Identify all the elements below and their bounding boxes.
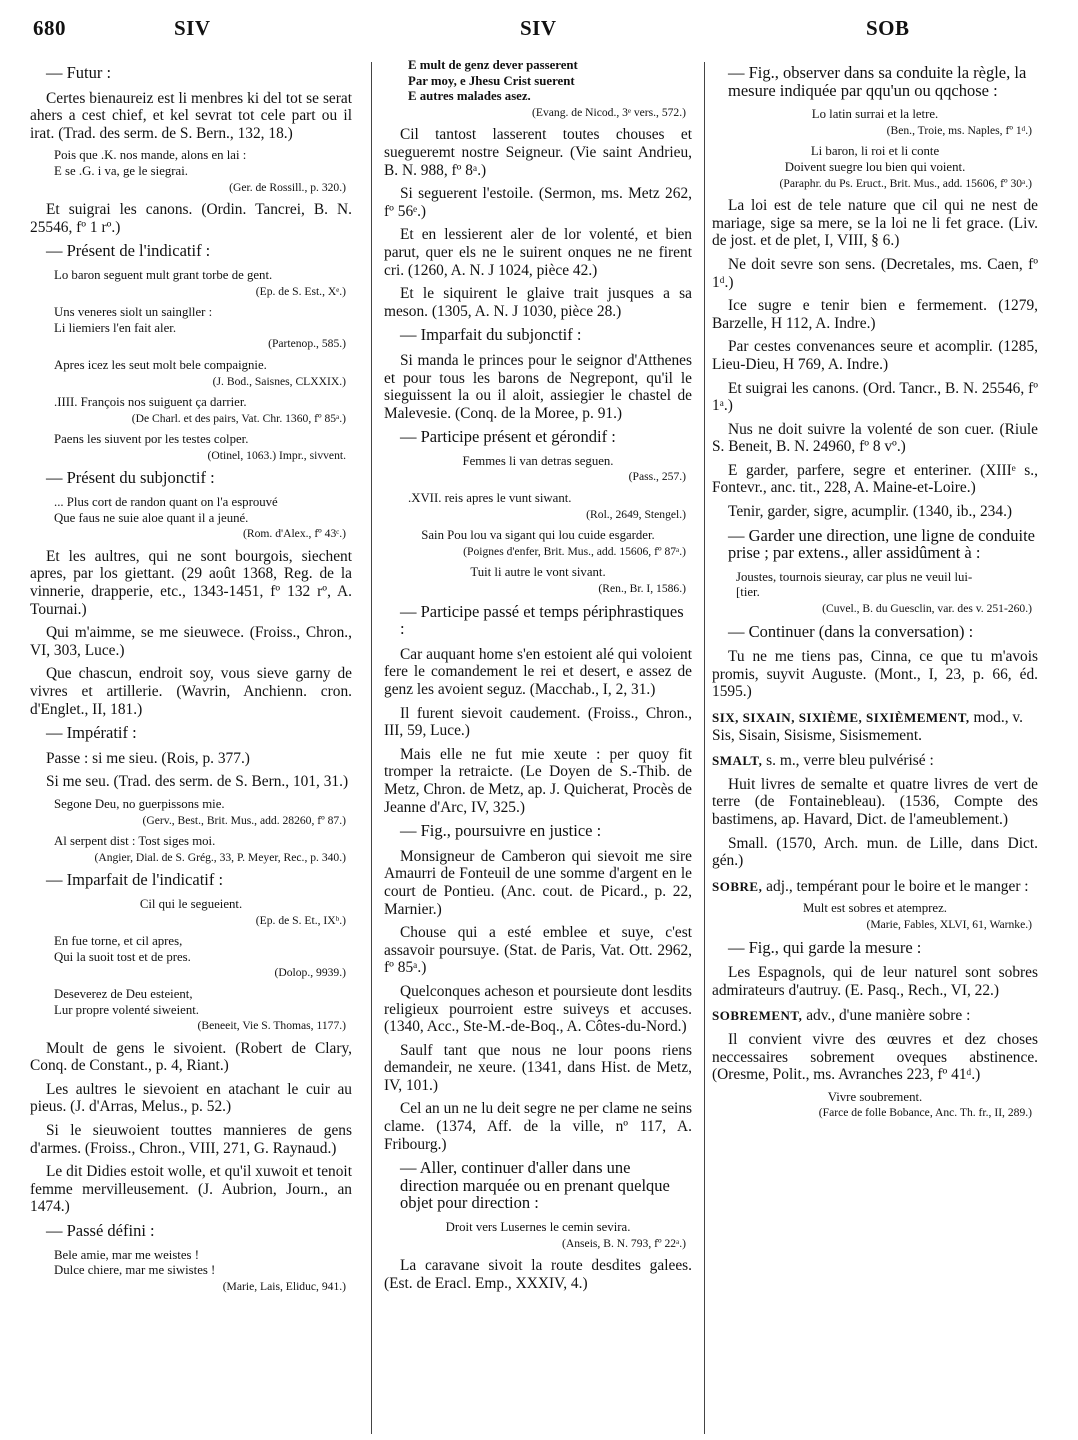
dictionary-entry — [712, 1007, 1038, 1025]
verse-line: En fue torne, et cil apres, — [54, 934, 183, 949]
verse-line: Mult est sobres et atemprez. — [803, 901, 947, 916]
verse-quotation — [30, 268, 352, 299]
verse-line: Qui la suoit tost et de pres. — [54, 949, 191, 964]
verse-line: [tier. — [736, 585, 760, 600]
quotation-source: (J. Bod., Saisnes, CLXXIX.) — [212, 374, 346, 388]
verse-quotation — [30, 987, 352, 1034]
citation-paragraph: Si seguerent l'estoile. (Sermon, ms. Metz 262, fº 56ᵉ.) — [384, 185, 692, 220]
section-heading: — Continuer (dans la conversation) : — [728, 621, 974, 641]
verse-line: Femmes li van detras seguen. — [462, 453, 614, 468]
citation-paragraph: Il convient vivre des œuvres et dez choses neccessaires sobrement oveques abstinence. (Oresme, Polit., ms. Avranches 223, fº 41ᵈ.) — [712, 1030, 1038, 1084]
citation-paragraph: La loi est de tele nature que cil qui ne nest de mariage, sige sa mere, se la loi ne li fet grace. (Liv. de jost. et de plet, I, VIII, § 6.) — [712, 197, 1038, 250]
verse-line: Doivent suegre lou bien qui voient. — [784, 159, 966, 174]
verse-line: Li liemiers l'en fait aler. — [54, 320, 177, 335]
section-heading: — Imparfait de l'indicatif : — [46, 870, 224, 890]
quotation-source: (Ger. de Rossill., p. 320.) — [229, 180, 346, 194]
citation-paragraph: Que chascun, endroit soy, vous sieve garny de vivres et artillerie. (Wavrin, Anchienn. cron. d'Englet., II, 181.) — [30, 665, 352, 718]
quotation-source: (De Charl. et des pairs, Vat. Chr. 1360, fº 85ᵃ.) — [131, 411, 346, 425]
citation-paragraph: Et suigrai les canons. (Ordin. Tancrei, B. N. 25546, fº 1 rº.) — [30, 201, 352, 236]
citation-paragraph: Ne doit sevre son sens. (Decretales, ms. Caen, fº 1ᵈ.) — [712, 255, 1038, 291]
verse-quotation — [712, 570, 1038, 617]
quotation-source: (Pass., 257.) — [628, 470, 686, 484]
verse-line: E mult de genz dever passerent — [408, 58, 578, 72]
entry-definition: adv., d'une manière sobre : — [802, 1007, 971, 1025]
citation-paragraph: Tu ne me tiens pas, Cinna, ce que tu m'avois promis, suyvit Auguste. (Mont., I, 23, p. 66, éd. 1595.) — [712, 648, 1038, 701]
section-heading: — Fig., qui garde la mesure : — [728, 937, 922, 957]
quotation-source: (Cuvel., B. du Guesclin, var. des v. 251-260.) — [822, 602, 1032, 616]
citation-paragraph: Car auquant home s'en estoient alé qui voloient fere le comandement le rei et desert, e assez de genz les avoient seguz. (Macchab., I, 2, 31.) — [384, 645, 692, 698]
verse-line: Dulce chiere, mar me siwistes ! — [54, 1263, 216, 1278]
quotation-source: (Evang. de Nicod., 3ᵉ vers., 572.) — [532, 105, 686, 119]
citation-paragraph: Qui m'aimme, se me sieuwece. (Froiss., Chron., VI, 303, Luce.) — [30, 624, 352, 659]
quotation-source: (Ep. de S. Et., IXᵇ.) — [255, 913, 346, 927]
verse-line: Que faus ne suie aloe quant il a jeuné. — [54, 510, 249, 525]
entry-definition: mod., v. Sis, Sisain, Sisisme, Sisismement. — [712, 709, 1023, 744]
citation-paragraph: Cil tantost lasserent toutes chouses et suegueremt nostre Seigneur. (Vie saint Andrieu, B. N. 988, fº 8ᵃ.) — [384, 126, 692, 179]
column-middle — [384, 58, 692, 1298]
running-header — [0, 16, 1078, 56]
quotation-source: (Beneeit, Vie S. Thomas, 1177.) — [197, 1019, 346, 1033]
quotation-source: (Otinel, 1063.) Impr., sivvent. — [207, 448, 346, 462]
verse-quotation — [30, 934, 352, 981]
verse-quotation — [712, 901, 1038, 932]
citation-paragraph: Tenir, garder, sigre, acumplir. (1340, ib., 234.) — [728, 503, 1013, 521]
column-left — [30, 58, 352, 1300]
entry-headword: SMALT, — [712, 753, 763, 769]
verse-line: Apres icez les seut molt bele compaignie. — [54, 357, 267, 372]
verse-line: .XVII. reis apres le vunt siwant. — [408, 491, 572, 506]
verse-quotation — [30, 834, 352, 865]
entry-definition: adj., tempérant pour le boire et le manger : — [762, 877, 1029, 895]
citation-paragraph: Il furent sievoit caudement. (Froiss., Chron., III, 59, Luce.) — [384, 704, 692, 740]
quotation-source: (Rom. d'Alex., fº 43ᶜ.) — [243, 527, 346, 541]
verse-line: Al serpent dist : Tost siges moi. — [54, 834, 216, 849]
verse-quotation — [384, 454, 692, 485]
citation-paragraph: Huit livres de semalte et quatre livres de vert de terre (de Fontainebleau). (1536, Compte des bastimens, ap. Havard, Dict. de l'ameublement.) — [712, 775, 1038, 828]
entry-headword: SIX, SIXAIN, SIXIÈME, SIXIÈMEMENT, — [712, 710, 970, 725]
verse-quotation — [712, 1090, 1038, 1121]
citation-paragraph: Certes bienaureiz est li menbres ki del tot se serat ahers a cest chief, et kel sevrat tot cele part ou il irat. (Trad. des serm. de S. Bern., 132, 18.) — [30, 89, 352, 142]
citation-paragraph: Mais elle ne fut mie xeute : per quoy fit tromper la retraicte. (Le Doyen de S.-Thib. de Metz, Chron. de Metz, ap. J. Quicherat, Procès de Jeanne d'Arc, IV, 325.) — [384, 745, 692, 816]
verse-line: .IIII. François nos suiguent ça darrier. — [54, 395, 247, 410]
verse-quotation — [30, 148, 352, 195]
verse-line: Paens les siuvent por les testes colper. — [54, 432, 249, 447]
verse-line: Lo latin surrai et la letre. — [811, 107, 939, 122]
section-heading: — Fig., observer dans sa conduite la règle, la mesure indiquée par qqu'un ou qqchose : — [728, 63, 1027, 100]
column-right — [712, 58, 1038, 1127]
quotation-source: (Anseis, B. N. 793, fº 22ᵃ.) — [562, 1236, 686, 1250]
quotation-source: (Ren., Br. I, 1586.) — [598, 582, 686, 596]
citation-paragraph: Saulf tant que nous ne lour poons riens demandeir, ne xeure. (1341, dans Hist. de Metz, IV, 101.) — [384, 1041, 692, 1094]
verse-quotation — [384, 58, 692, 120]
verse-line: Uns veneres siolt un saingller : — [54, 305, 213, 320]
verse-line: ... Plus cort de randon quant on l'a esprouvé — [54, 495, 278, 510]
verse-quotation — [30, 1248, 352, 1295]
header-left-word: SIV — [174, 16, 211, 40]
entry-definition: s. m., verre bleu pulvérisé : — [762, 752, 934, 770]
citation-paragraph: Moult de gens le sivoient. (Robert de Clary, Conq. de Constant., p. 4, Riant.) — [30, 1039, 352, 1075]
quotation-source: (Ep. de S. Est., Xᵉ.) — [255, 284, 346, 298]
quotation-source: (Gerv., Best., Brit. Mus., add. 28260, fº 87.) — [142, 813, 346, 827]
verse-quotation — [712, 144, 1038, 191]
citation-paragraph: Le dit Didies estoit wolle, et qu'il xuwoit et tenoit femme mervilleusement. (J. Aubrion, Journ., an 1474.) — [30, 1163, 352, 1216]
citation-paragraph: Par cestes convenances seure et acomplir. (1285, Lieu-Dieu, H 769, A. Indre.) — [712, 338, 1038, 373]
verse-quotation — [384, 565, 692, 596]
section-heading: — Passé défini : — [46, 1221, 155, 1241]
verse-line: Vivre soubrement. — [827, 1089, 923, 1104]
section-heading: — Imparfait du subjonctif : — [400, 325, 582, 345]
citation-paragraph: Et en lessierent aler de lor volenté, et bien parut, quer els ne le suirent onques ne ne firent cri. (1260, A. N. J 1024, pièce 42.) — [384, 226, 692, 279]
citation-paragraph: Et les aultres, qui ne sont bourgois, siechent apres, par los giettant. (29 août 1368, Reg. de la vinnerie, drapperie, etc., 1343-1451, fº 132 rº, A. Tournai.) — [30, 547, 352, 618]
section-heading: — Présent de l'indicatif : — [46, 241, 211, 261]
verse-line: E se .G. i va, ge le siegrai. — [54, 163, 188, 178]
citation-paragraph: Nus ne doit suivre la volenté de son cuer. (Riule S. Beneit, B. N. 24960, fº 8 vº.) — [712, 420, 1038, 456]
citation-paragraph: E garder, parfere, segre et enteriner. (XIIIᵉ s., Fontevr., anc. tit., 228, A. Maine-et-Loire.) — [712, 461, 1038, 497]
verse-line: Droit vers Lusernes le cemin sevira. — [445, 1220, 631, 1235]
citation-paragraph: Si manda le princes pour le seignor d'Atthenes et pour tous les barons de Negrepont, qu'il le sieguissent la ou il aloit, assiegier le chastel de Malevesie. (Conq. de la Moree, p. 91.) — [384, 351, 692, 422]
quotation-source: (Partenop., 585.) — [268, 337, 346, 351]
citation-paragraph: Si le sieuwoient touttes mannieres de gens d'armes. (Froiss., Chron., VIII, 271, G. Raynaud.) — [30, 1122, 352, 1157]
quotation-source: (Rol., 2649, Stengel.) — [586, 507, 686, 521]
verse-quotation — [30, 305, 352, 352]
quotation-source: (Paraphr. du Ps. Eruct., Brit. Mus., add. 15606, fº 30ᵃ.) — [779, 176, 1032, 190]
citation-paragraph: Quelconques acheson et poursieute dont lesdits religieux pourroient estre suiveys et accuses. (1340, Acc., Ste-M.-de-Boq., A. Côtes-du-Nord.) — [384, 982, 692, 1036]
verse-line: Lo baron seguent mult grant torbe de gent. — [54, 267, 273, 282]
verse-line: Sain Pou lou va sigant qui lou cuide esgarder. — [421, 528, 655, 543]
verse-line: Segone Deu, no guerpissons mie. — [54, 796, 225, 811]
section-heading: — Garder une direction, une ligne de conduite prise ; par extens., aller assidûment à : — [728, 525, 1035, 563]
section-heading: — Futur : — [46, 63, 112, 82]
citation-paragraph: Et suigrai les canons. (Ord. Tancr., B. N. 25546, fº 1ᵃ.) — [712, 379, 1038, 415]
verse-quotation — [30, 395, 352, 426]
verse-line: Par moy, e Jhesu Crist suerent — [408, 73, 575, 88]
dictionary-entry — [712, 752, 1038, 770]
citation-paragraph: La caravane sivoit la route desdites galees. (Est. de Eracl. Emp., XXXIV, 4.) — [384, 1257, 692, 1292]
verse-line: Li baron, li roi et li conte — [810, 144, 940, 159]
entry-headword: SOBRE, — [712, 878, 763, 894]
citation-paragraph: Les Espagnols, qui de leur naturel sont sobres admirateurs d'autruy. (E. Pasq., Rech., VI, 22.) — [712, 964, 1038, 999]
header-center-word: SIV — [520, 16, 557, 40]
citation-paragraph: Ice sugre e tenir bien e fermement. (1279, Barzelle, H 112, A. Indre.) — [712, 297, 1038, 332]
verse-quotation — [30, 432, 352, 463]
quotation-source: (Marie, Lais, Eliduc, 941.) — [222, 1279, 346, 1293]
verse-quotation — [384, 1220, 692, 1251]
verse-quotation — [384, 491, 692, 522]
verse-line: Tuit li autre le vont sivant. — [470, 565, 606, 580]
verse-line: Bele amie, mar me weistes ! — [54, 1247, 199, 1262]
dictionary-entry — [712, 709, 1038, 744]
citation-paragraph: Chouse qui a esté emblee et suye, c'est assavoir poursuye. (Stat. de Paris, Vat. Ott. 2962, fº 85ᵃ.) — [384, 924, 692, 977]
verse-line: E autres malades asez. — [408, 89, 531, 104]
quotation-source: (Marie, Fables, XLVI, 61, Warnke.) — [866, 917, 1032, 931]
quotation-source: (Farce de folle Bobance, Anc. Th. fr., II, 289.) — [818, 1106, 1032, 1120]
verse-line: Joustes, tournois sieuray, car plus ne veuil lui- — [736, 569, 973, 584]
page-number: 680 — [33, 16, 66, 40]
verse-line: Cil qui le segueient. — [139, 896, 243, 911]
header-right-word: SOB — [866, 16, 910, 40]
citation-paragraph: Si me seu. (Trad. des serm. de S. Bern., 101, 31.) — [46, 773, 349, 791]
quotation-source: (Poignes d'enfer, Brit. Mus., add. 15606, fº 87ᵃ.) — [463, 544, 686, 558]
quotation-source: (Dolop., 9939.) — [274, 966, 346, 980]
citation-paragraph: Et le siquirent le glaive trait jusques a sa meson. (1305, A. N. J 1030, pièce 28.) — [384, 285, 692, 320]
verse-quotation — [384, 528, 692, 559]
dictionary-entry — [712, 878, 1038, 896]
quotation-source: (Ben., Troie, ms. Naples, fº 1ᵈ.) — [886, 123, 1032, 137]
citation-paragraph: Les aultres le sievoient en atachant le cuir au pieus. (J. d'Arras, Melus., p. 52.) — [30, 1080, 352, 1116]
section-heading: — Participe passé et temps périphrastiques : — [400, 601, 684, 639]
column-rule-2 — [704, 62, 705, 1434]
citation-paragraph: Cel an un ne lu deit segre ne per clame ne seins clame. (1374, Aff. de la ville, nº 117, A. Fribourg.) — [384, 1100, 692, 1153]
citation-paragraph: Monsigneur de Camberon qui sievoit me sire Amaurri de Fonteuil de une somme d'argent en le court de Pontieu. (Anc. cout. de Picard., p. 22, Marnier.) — [384, 847, 692, 918]
section-heading: — Participe présent et gérondif : — [400, 427, 616, 447]
verse-quotation — [30, 495, 352, 542]
section-heading: — Impératif : — [46, 723, 137, 743]
verse-quotation — [712, 107, 1038, 138]
verse-quotation — [30, 358, 352, 389]
entry-headword: SOBREMENT, — [712, 1008, 803, 1024]
verse-quotation — [30, 797, 352, 828]
verse-line: Pois que .K. nos mande, alons en lai : — [54, 148, 247, 163]
quotation-source: (Angier, Dial. de S. Grég., 33, P. Meyer, Rec., p. 340.) — [94, 850, 346, 864]
citation-paragraph: Small. (1570, Arch. mun. de Lille, dans Dict. gén.) — [712, 834, 1038, 870]
column-rule-1 — [371, 62, 372, 1434]
citation-paragraph: Passe : si me sieu. (Rois, p. 377.) — [46, 749, 250, 767]
verse-quotation — [30, 897, 352, 928]
section-heading: — Présent du subjonctif : — [46, 468, 215, 488]
section-heading: — Fig., poursuivre en justice : — [400, 821, 602, 841]
verse-line: Lur propre volenté siweient. — [54, 1002, 199, 1017]
section-heading: — Aller, continuer d'aller dans une direction marquée ou en prenant quelque objet pour direction : — [400, 1158, 670, 1213]
verse-line: Deseverez de Deu esteient, — [54, 986, 193, 1001]
